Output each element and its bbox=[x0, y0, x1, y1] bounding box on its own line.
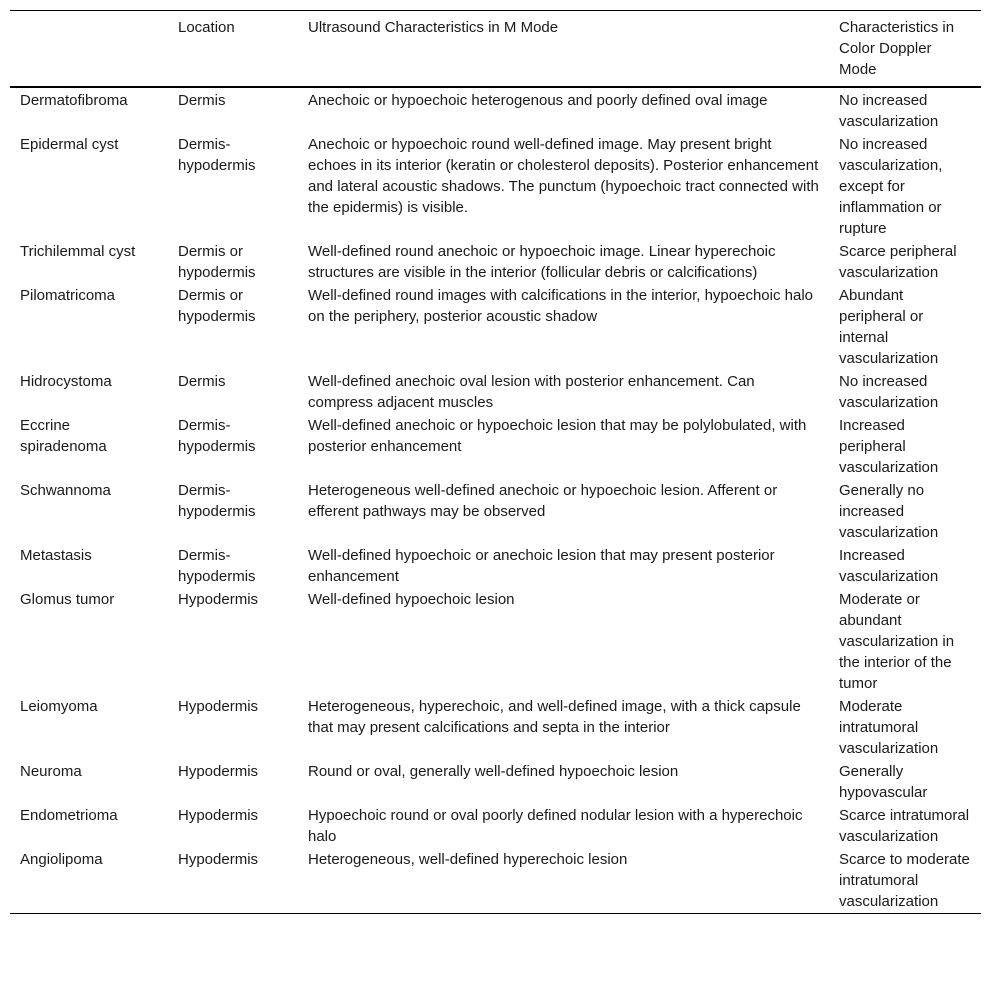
table-body bbox=[10, 87, 981, 914]
table-row bbox=[10, 87, 981, 133]
doppler-cell: Increased vascularization bbox=[839, 547, 939, 585]
lesion-name-cell: Schwannoma bbox=[20, 482, 111, 499]
doppler-cell: No increased vascularization bbox=[839, 373, 939, 411]
doppler-cell: Generally hypovascular bbox=[839, 763, 928, 801]
doppler-cell: Increased peripheral vascularization bbox=[839, 417, 939, 476]
doppler-cell: Generally no increased vascularization bbox=[839, 482, 939, 541]
lesion-name-cell: Glomus tumor bbox=[20, 591, 115, 608]
location-cell: Dermis or hypodermis bbox=[178, 287, 256, 325]
location-cell: Hypodermis bbox=[178, 807, 259, 824]
m-mode-cell: Well-defined round anechoic or hypoechoic image. Linear hyperechoic structures are visible in the interior (follicular debris or calcifications) bbox=[308, 243, 776, 281]
table-row bbox=[10, 760, 981, 804]
lesion-name-cell: Dermatofibroma bbox=[20, 92, 128, 109]
doppler-cell: No increased vascularization, except for inflammation or rupture bbox=[839, 136, 943, 237]
m-mode-cell: Round or oval, generally well-defined hypoechoic lesion bbox=[308, 763, 679, 780]
doppler-cell: Moderate or abundant vascularization in the interior of the tumor bbox=[839, 591, 955, 692]
lesion-name-cell: Pilomatricoma bbox=[20, 287, 116, 304]
location-cell: Dermis-hypodermis bbox=[178, 482, 256, 520]
doppler-cell: Moderate intratumoral vascularization bbox=[839, 698, 939, 757]
lesion-name-cell: Endometrioma bbox=[20, 807, 118, 824]
m-mode-cell: Anechoic or hypoechoic heterogenous and poorly defined oval image bbox=[308, 92, 768, 109]
ultrasound-characteristics-table bbox=[10, 10, 981, 914]
location-cell: Hypodermis bbox=[178, 763, 259, 780]
table-header bbox=[10, 11, 981, 88]
lesion-name-cell: Leiomyoma bbox=[20, 698, 98, 715]
table-row bbox=[10, 544, 981, 588]
location-cell: Dermis or hypodermis bbox=[178, 243, 256, 281]
table-row bbox=[10, 588, 981, 695]
doppler-cell: No increased vascularization bbox=[839, 92, 939, 130]
m-mode-cell: Hypoechoic round or oval poorly defined nodular lesion with a hyperechoic halo bbox=[308, 807, 803, 845]
location-cell: Dermis bbox=[178, 92, 226, 109]
doppler-cell: Scarce to moderate intratumoral vascularization bbox=[839, 851, 970, 910]
table-container bbox=[10, 10, 981, 914]
location-cell: Hypodermis bbox=[178, 851, 259, 868]
m-mode-cell: Heterogeneous well-defined anechoic or hypoechoic lesion. Afferent or efferent pathways may be observed bbox=[308, 482, 778, 520]
m-mode-cell: Well-defined hypoechoic lesion bbox=[308, 591, 515, 608]
location-cell: Hypodermis bbox=[178, 591, 259, 608]
location-cell: Dermis bbox=[178, 373, 226, 390]
header-row bbox=[10, 11, 981, 88]
lesion-name-cell: Neuroma bbox=[20, 763, 82, 780]
doppler-cell: Abundant peripheral or internal vascularization bbox=[839, 287, 939, 367]
header-location: Location bbox=[178, 19, 235, 36]
header-lesion bbox=[10, 11, 168, 88]
lesion-name-cell: Metastasis bbox=[20, 547, 92, 564]
m-mode-cell: Anechoic or hypoechoic round well-defined image. May present bright echoes in its interior (keratin or cholesterol deposits). Posterior enhancement and lateral acoustic shadows. The punctum (hypoechoic tract connected with the epidermis) is visible. bbox=[308, 136, 819, 216]
header-doppler: Characteristics in Color Doppler Mode bbox=[839, 19, 955, 78]
table-row bbox=[10, 695, 981, 760]
m-mode-cell: Well-defined round images with calcifications in the interior, hypoechoic halo on the periphery, posterior acoustic shadow bbox=[308, 287, 813, 325]
location-cell: Hypodermis bbox=[178, 698, 259, 715]
doppler-cell: Scarce intratumoral vascularization bbox=[839, 807, 970, 845]
lesion-name-cell: Trichilemmal cyst bbox=[20, 243, 136, 260]
table-row bbox=[10, 804, 981, 848]
table-row bbox=[10, 479, 981, 544]
lesion-name-cell: Epidermal cyst bbox=[20, 136, 119, 153]
location-cell: Dermis-hypodermis bbox=[178, 547, 256, 585]
doppler-cell: Scarce peripheral vascularization bbox=[839, 243, 957, 281]
table-row bbox=[10, 133, 981, 240]
m-mode-cell: Well-defined anechoic oval lesion with posterior enhancement. Can compress adjacent muscles bbox=[308, 373, 755, 411]
table-row bbox=[10, 370, 981, 414]
location-cell: Dermis-hypodermis bbox=[178, 136, 256, 174]
m-mode-cell: Heterogeneous, well-defined hyperechoic lesion bbox=[308, 851, 628, 868]
lesion-name-cell: Angiolipoma bbox=[20, 851, 103, 868]
m-mode-cell: Well-defined hypoechoic or anechoic lesion that may present posterior enhancement bbox=[308, 547, 775, 585]
table-row bbox=[10, 240, 981, 284]
header-m-mode: Ultrasound Characteristics in M Mode bbox=[308, 19, 559, 36]
location-cell: Dermis-hypodermis bbox=[178, 417, 256, 455]
m-mode-cell: Well-defined anechoic or hypoechoic lesion that may be polylobulated, with posterior enhancement bbox=[308, 417, 807, 455]
table-row bbox=[10, 414, 981, 479]
m-mode-cell: Heterogeneous, hyperechoic, and well-defined image, with a thick capsule that may present calcifications and septa in the interior bbox=[308, 698, 801, 736]
table-row bbox=[10, 284, 981, 370]
table-row bbox=[10, 848, 981, 914]
lesion-name-cell: Eccrine spiradenoma bbox=[20, 417, 107, 455]
lesion-name-cell: Hidrocystoma bbox=[20, 373, 112, 390]
